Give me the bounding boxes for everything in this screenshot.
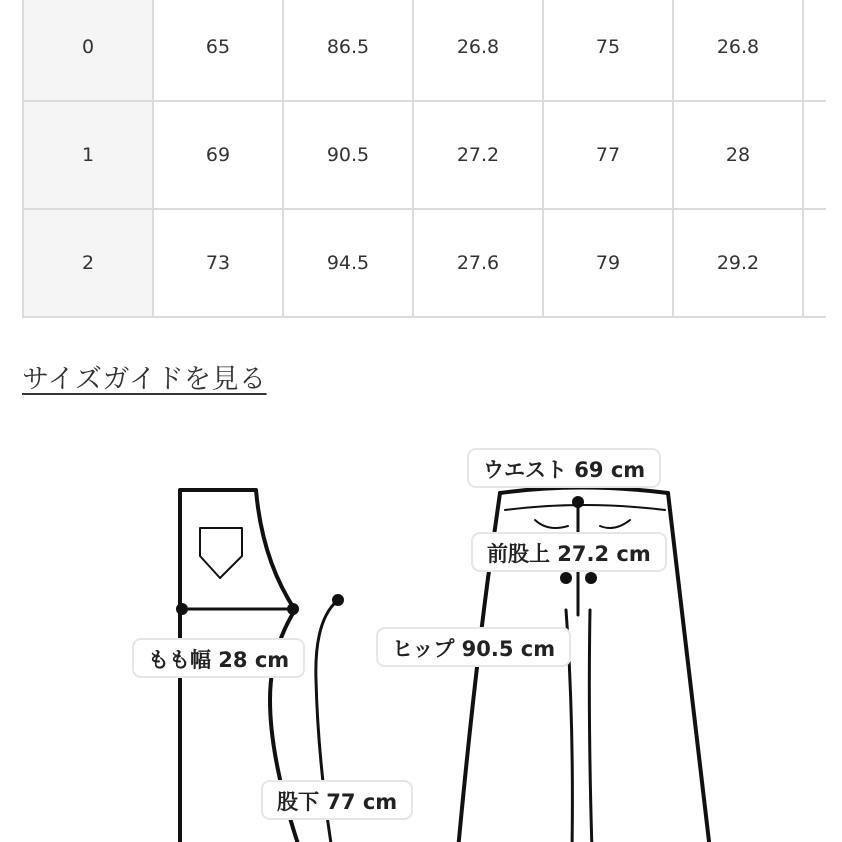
waist-label: ウエスト 69 cm: [467, 448, 661, 488]
size-cell: 0: [23, 0, 153, 101]
table-cell: 26.8: [413, 0, 543, 101]
hip-label: ヒップ 90.5 cm: [376, 627, 571, 667]
table-cell: 75: [543, 0, 673, 101]
thigh-label: もも幅 28 cm: [132, 638, 305, 678]
table-cell: 27.2: [413, 101, 543, 209]
inseam-label: 股下 77 cm: [261, 780, 413, 820]
table-cell: 94.5: [283, 209, 413, 317]
size-guide-link[interactable]: サイズガイドを見る: [22, 364, 267, 395]
table-cell: 29.2: [673, 209, 803, 317]
table-cell: 27.6: [413, 209, 543, 317]
table-cell: 69: [153, 101, 283, 209]
table-cell: 77: [543, 101, 673, 209]
table-cell: 90.5: [283, 101, 413, 209]
table-cell: 28: [673, 101, 803, 209]
table-cell: 73: [153, 209, 283, 317]
size-cell: 1: [23, 101, 153, 209]
table-cell: 26.8: [673, 0, 803, 101]
front-rise-label: 前股上 27.2 cm: [471, 532, 667, 572]
table-cell: 86.5: [283, 0, 413, 101]
size-cell: 2: [23, 209, 153, 317]
table-cell: 79: [543, 209, 673, 317]
table-cell: 65: [153, 0, 283, 101]
